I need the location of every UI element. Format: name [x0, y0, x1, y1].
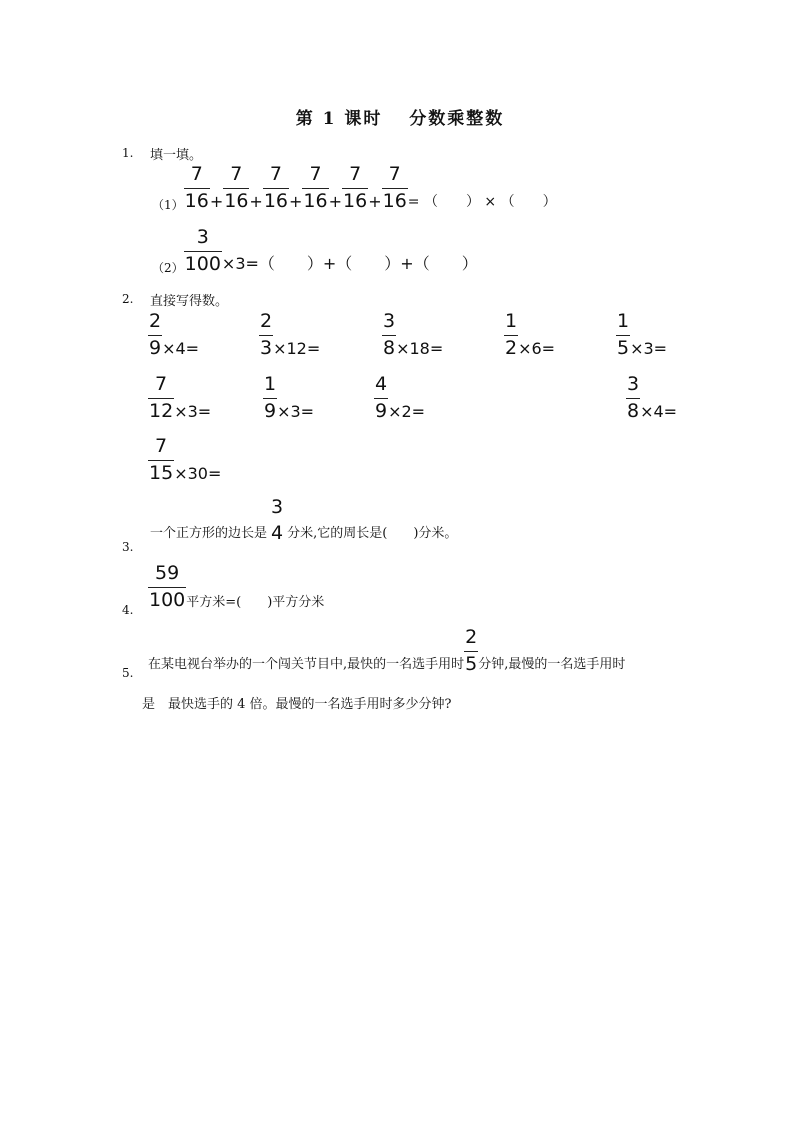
fraction: $\frac{2}{9}$: [149, 310, 162, 359]
fraction: $\frac{3}{100}$: [184, 226, 221, 275]
q5-line2: 是 最快选手的 4 倍。最慢的一名选手用时多少分钟?: [142, 697, 452, 712]
fraction: $\frac{7}{16}$: [303, 163, 328, 212]
q2-item: $\frac{1}{5}$ ×3=: [617, 310, 668, 359]
q3-line: [150, 498, 457, 543]
q2-item: $\frac{3}{8}$ ×4=: [627, 373, 678, 422]
fraction: 3 4: [271, 496, 284, 544]
plus-sign: +: [209, 192, 224, 211]
q3-number: 3.: [122, 540, 134, 554]
q2-item: $\frac{2}{3}$ ×12=: [260, 310, 321, 359]
q5-post: 分钟,最慢的一名选手用时: [478, 657, 626, 672]
q5-line1: [148, 628, 625, 674]
q2-item: $\frac{1}{2}$ ×6=: [505, 310, 556, 359]
fraction: $\frac{1}{9}$: [264, 373, 277, 422]
q4-number: 4.: [122, 603, 134, 617]
q1-part1-label: （1）: [152, 198, 184, 212]
fraction: $\frac{3}{8}$: [383, 310, 396, 359]
q5-pre: 在某电视台举办的一个闯关节目中,最快的一名选手用时: [148, 657, 465, 672]
q1-part2-tail: ×3=（ ）+（ ）+（ ）: [221, 254, 478, 273]
plus-sign: +: [368, 192, 382, 211]
q4-post: 平方米=( )平方分米: [186, 595, 325, 610]
q1-part2-label: （2）: [152, 261, 184, 275]
q1-part1: [152, 165, 557, 211]
fraction: $\frac{1}{2}$: [505, 310, 518, 359]
fraction: $\frac{7}{12}$: [149, 373, 174, 422]
q2-item: $\frac{3}{8}$ ×18=: [383, 310, 444, 359]
q1-number: 1.: [122, 146, 134, 160]
fraction: $\frac{59}{100}$: [149, 562, 186, 611]
plus-sign: +: [249, 192, 263, 211]
fraction: $\frac{7}{16}$: [184, 163, 209, 212]
plus-sign: +: [289, 192, 303, 211]
fraction: $\frac{2}{5}$: [465, 626, 478, 675]
fraction: $\frac{7}{16}$: [382, 163, 407, 212]
fraction: $\frac{3}{8}$: [627, 373, 640, 422]
q2-item: $\frac{4}{9}$ ×2=: [375, 373, 426, 422]
q2-item: $\frac{1}{9}$ ×3=: [264, 373, 315, 422]
q2-item: $\frac{7}{15}$ ×30=: [149, 435, 222, 484]
fraction: $\frac{7}{16}$: [263, 163, 289, 212]
fraction: $\frac{7}{15}$: [149, 435, 174, 484]
fraction: $\frac{1}{5}$: [617, 310, 630, 359]
q3-post: 分米,它的周长是( )分米。: [287, 526, 458, 541]
plus-sign: +: [328, 192, 343, 211]
q2-item: $\frac{2}{9}$ ×4=: [149, 310, 200, 359]
q1-part2: [152, 228, 478, 274]
fraction: $\frac{7}{16}$: [343, 163, 368, 212]
q1-part1-tail: = （ ） × （ ）: [407, 194, 557, 210]
page-title: 第 1 课时 分数乘整数: [295, 109, 505, 129]
q1-text: 填一填。: [150, 148, 203, 163]
q4-line: [148, 564, 324, 610]
q2-text: 直接写得数。: [150, 294, 229, 309]
q2-number: 2.: [122, 292, 134, 306]
q5-number: 5.: [122, 666, 134, 680]
fraction: $\frac{4}{9}$: [375, 373, 388, 422]
q3-pre: 一个正方形的边长是: [150, 526, 268, 541]
q2-item: $\frac{7}{12}$ ×3=: [149, 373, 212, 422]
fraction: $\frac{7}{16}$: [224, 163, 249, 212]
fraction: $\frac{2}{3}$: [260, 310, 273, 359]
